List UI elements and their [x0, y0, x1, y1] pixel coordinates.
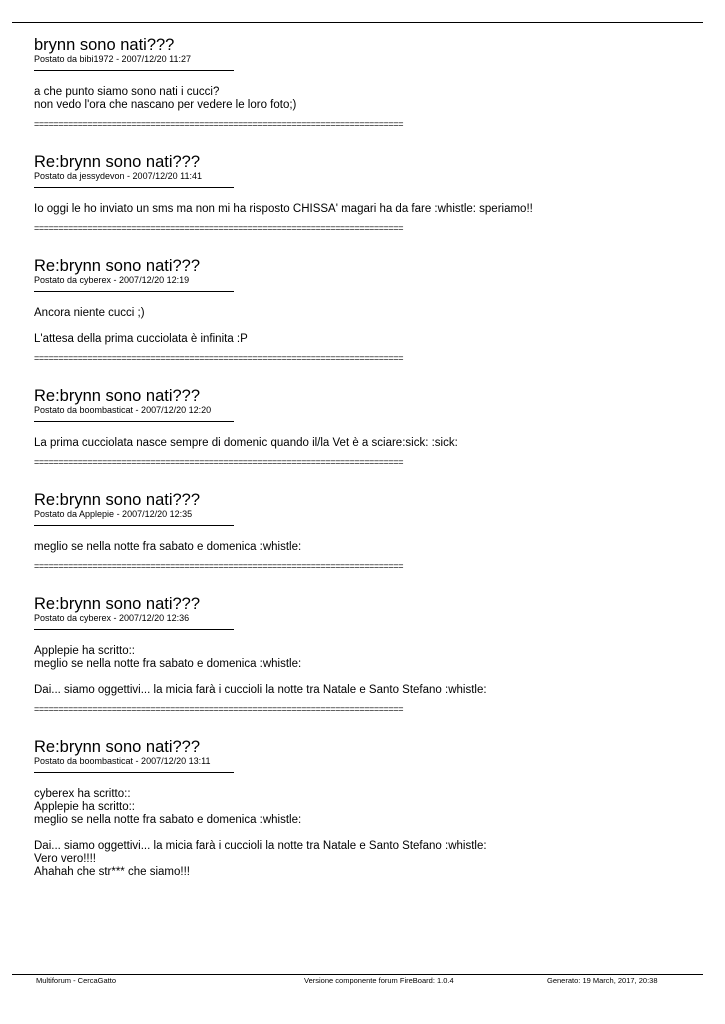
footer-version: Versione componente forum FireBoard: 1.0.4 [304, 976, 454, 985]
bottom-rule [12, 974, 703, 975]
forum-post [34, 491, 694, 571]
post-line: La prima cucciolata nasce sempre di domenic quando il/la Vet è a sciare:sick: :sick: [34, 437, 458, 449]
post-meta: Postato da boombasticat - 2007/12/20 12:20 [34, 405, 212, 415]
forum-post [34, 387, 694, 467]
post-underline [34, 421, 234, 422]
post-line: non vedo l'ora che nascano per vedere le loro foto;) [34, 99, 297, 111]
footer-site-name: Multiforum - CercaGatto [36, 976, 117, 985]
post-line [34, 671, 694, 684]
post-underline [34, 629, 234, 630]
post-line: meglio se nella notte fra sabato e domenica :whistle: [34, 658, 302, 670]
post-separator: ============================================================================ [34, 119, 404, 129]
post-line [34, 320, 694, 333]
post-underline [34, 772, 234, 773]
post-line: meglio se nella notte fra sabato e domenica :whistle: [34, 541, 302, 553]
post-list [34, 36, 694, 879]
post-meta: Postato da bibi1972 - 2007/12/20 11:27 [34, 54, 191, 64]
post-line [34, 827, 694, 840]
post-underline [34, 291, 234, 292]
post-body [34, 788, 694, 879]
post-line: Applepie ha scritto:: [34, 801, 136, 813]
forum-post [34, 36, 694, 129]
post-underline [34, 525, 234, 526]
forum-post [34, 738, 694, 879]
post-line: meglio se nella notte fra sabato e domenica :whistle: [34, 814, 302, 826]
post-title: Re:brynn sono nati??? [34, 738, 201, 756]
forum-post [34, 153, 694, 233]
post-line: Vero vero!!!! [34, 853, 97, 865]
post-separator: ============================================================================ [34, 561, 404, 571]
forum-post [34, 595, 694, 714]
post-separator: ============================================================================ [34, 457, 404, 467]
post-meta: Postato da cyberex - 2007/12/20 12:19 [34, 275, 190, 285]
post-line: L'attesa della prima cucciolata è infinita :P [34, 333, 248, 345]
post-meta: Postato da boombasticat - 2007/12/20 13:11 [34, 756, 211, 766]
post-separator: ============================================================================ [34, 223, 404, 233]
post-line: a che punto siamo sono nati i cucci? [34, 86, 220, 98]
post-line: Dai... siamo oggettivi... la micia farà i cuccioli la notte tra Natale e Santo Stefano :whistle: [34, 684, 487, 696]
post-title: Re:brynn sono nati??? [34, 257, 201, 275]
post-underline [34, 70, 234, 71]
post-meta: Postato da jessydevon - 2007/12/20 11:41 [34, 171, 202, 181]
post-line: Io oggi le ho inviato un sms ma non mi ha risposto CHISSA' magari ha da fare :whistle: speriamo!! [34, 203, 533, 215]
post-underline [34, 187, 234, 188]
post-line: Ancora niente cucci ;) [34, 307, 145, 319]
post-body [34, 203, 694, 216]
post-body [34, 307, 694, 346]
post-body [34, 437, 694, 450]
post-title: Re:brynn sono nati??? [34, 387, 201, 405]
post-body [34, 645, 694, 697]
post-body [34, 541, 694, 554]
post-line: cyberex ha scritto:: [34, 788, 131, 800]
post-line: Ahahah che str*** che siamo!!! [34, 866, 190, 878]
forum-post [34, 257, 694, 363]
post-title: brynn sono nati??? [34, 36, 175, 54]
post-title: Re:brynn sono nati??? [34, 491, 201, 509]
post-meta: Postato da Applepie - 2007/12/20 12:35 [34, 509, 193, 519]
post-body [34, 86, 694, 112]
post-meta: Postato da cyberex - 2007/12/20 12:36 [34, 613, 190, 623]
post-separator: ============================================================================ [34, 704, 404, 714]
post-title: Re:brynn sono nati??? [34, 153, 201, 171]
footer-generated-date: Generato: 19 March, 2017, 20:38 [547, 976, 658, 985]
post-line: Applepie ha scritto:: [34, 645, 136, 657]
top-rule [12, 22, 703, 23]
post-separator: ============================================================================ [34, 353, 404, 363]
post-line: Dai... siamo oggettivi... la micia farà i cuccioli la notte tra Natale e Santo Stefano :whistle: [34, 840, 487, 852]
post-title: Re:brynn sono nati??? [34, 595, 201, 613]
